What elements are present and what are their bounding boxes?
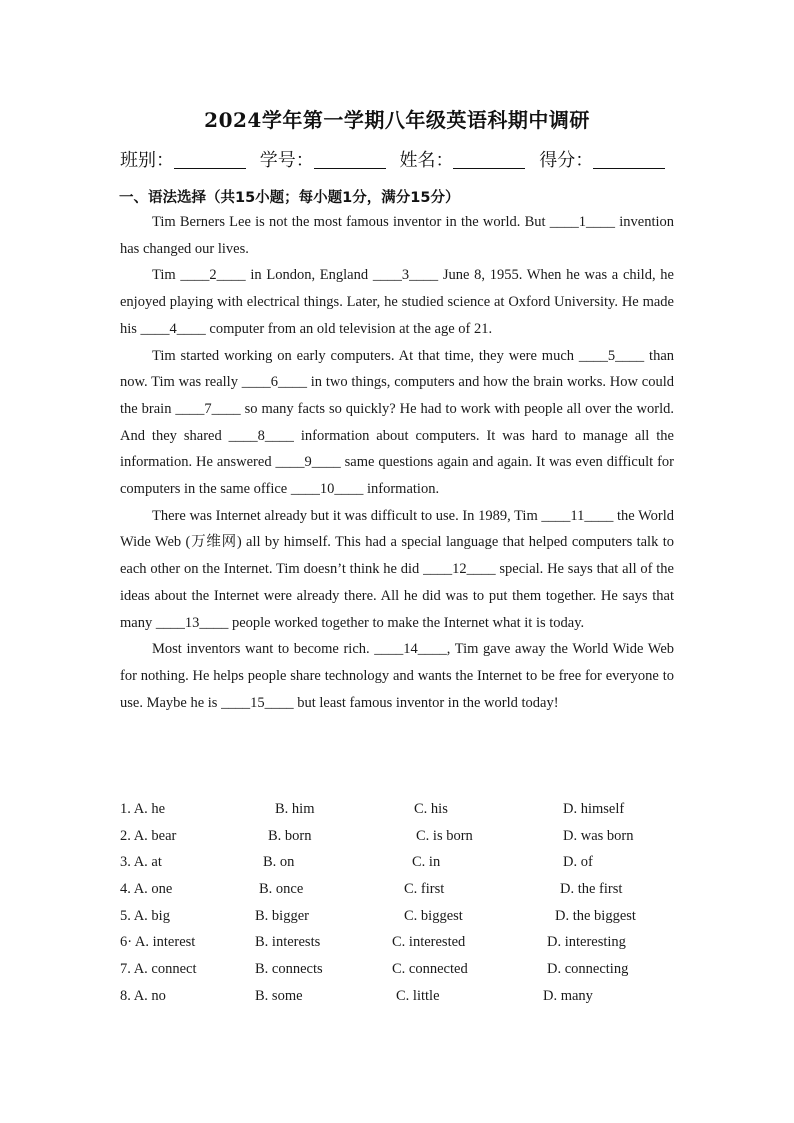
section-heading: 一、语法选择（共15小题；每小题1分，满分15分） [119,190,460,206]
blank-15: ____15____ [221,694,294,711]
answer-options [120,796,680,1010]
option-b[interactable]: B. on [263,854,295,871]
reading-passage [120,209,674,716]
option-b[interactable]: B. some [255,987,303,1004]
blank-14: ____14____ [374,641,447,658]
paragraph-3: Tim started working on early computers. At that time, they were much ____5____ than now. Tim was really ____6____ in two things, computers and how the brain works. How could the brain ____7____ so many facts so quickly? He had to work with people all over the world. And they shared ____8____ information about computers. It was hard to manage all the information. He answered ____9____ same questions again and again. It was even difficult for computers in the same office ____10____ information. [120,347,675,498]
blank-6: ____6____ [241,374,307,391]
class-blank[interactable] [174,150,246,169]
option-c[interactable]: C. interested [392,934,466,951]
option-c[interactable]: C. in [412,854,441,871]
blank-5: ____5____ [578,347,645,364]
blank-13: ____13____ [155,614,229,631]
option-b[interactable]: B. once [259,881,304,898]
paragraph-2: Tim ____2____ in London, England ____3____ June 8, 1955. When he was a child, he enjoyed playing with electrical things. Later, he studied science at Oxford University. He made his ____4____ computer from an old television at the age of 21. [120,267,674,337]
question-row-3 [120,849,680,876]
score-blank[interactable] [593,150,665,169]
paragraph-5: Most inventors want to become rich. ____14____, Tim gave away the World Wide Web for nothing. He helps people share technology and wants the Internet to be free for everyone to use. Maybe he is ____15____ but least famous inventor in the world today! [120,641,675,711]
blank-9: ____9____ [275,454,341,471]
option-d[interactable]: D. many [543,987,593,1004]
option-d[interactable]: D. was born [563,827,634,844]
option-c[interactable]: C. his [414,801,448,817]
question-row-5 [120,903,680,930]
option-c[interactable]: C. connected [392,961,468,978]
option-c[interactable]: C. biggest [404,907,463,924]
option-b[interactable]: B. born [268,827,312,844]
name-label: 姓名： [399,150,454,171]
option-c[interactable]: C. little [396,987,440,1004]
option-a[interactable]: 7. A. connect [120,961,197,978]
blank-3: ____3____ [372,267,439,284]
score-label: 得分： [539,150,594,171]
blank-10: ____10____ [290,481,364,498]
option-b[interactable]: B. interests [255,934,321,951]
student-number-label: 学号： [259,150,314,171]
paragraph-4: There was Internet already but it was difficult to use. In 1989, Tim ____11____ the World Wide Web (万维网) all by himself. This had a special language that helped computers talk to each other on the Internet. Tim doesn’t think he did ____12____ special. He says that all of the ideas about the Internet were already there. All he did was to put them together. He says that many ____13____ people worked together to make the Internet what it is today. [120,507,674,631]
option-a[interactable]: 4. A. one [120,881,173,898]
name-field [399,146,525,172]
option-c[interactable]: C. is born [416,827,473,844]
option-d[interactable]: D. interesting [547,934,626,951]
option-d[interactable]: D. himself [563,801,625,817]
score-field [539,146,665,172]
question-row-6 [120,929,680,956]
blank-8: ____8____ [228,427,294,444]
question-row-4 [120,876,680,903]
blank-2: ____2____ [180,267,246,284]
blank-7: ____7____ [175,400,241,417]
option-b[interactable]: B. bigger [255,907,309,924]
student-number-blank[interactable] [314,150,386,169]
option-d[interactable]: D. the biggest [555,907,636,924]
name-blank[interactable] [453,150,525,169]
option-b[interactable]: B. him [275,801,315,817]
option-d[interactable]: D. of [563,854,593,871]
question-row-8 [120,983,680,1010]
option-d[interactable]: D. the first [560,881,623,898]
option-a[interactable]: 8. A. no [120,987,166,1004]
option-a[interactable]: 1. A. he [120,801,166,817]
option-a[interactable]: 6· A. interest [120,934,196,951]
option-d[interactable]: D. connecting [547,961,629,978]
blank-11: ____11____ [541,507,614,524]
option-b[interactable]: B. connects [255,961,323,978]
option-c[interactable]: C. first [404,881,445,898]
question-row-1 [120,796,680,823]
blank-4: ____4____ [140,320,206,337]
class-field [120,146,246,172]
paragraph-1: Tim Berners Lee is not the most famous inventor in the world. But ____1____ invention has changed our lives. [120,214,674,257]
student-number-field [260,146,386,172]
option-a[interactable]: 2. A. bear [120,827,177,844]
student-info-line [120,146,680,172]
question-row-7 [120,956,680,983]
option-a[interactable]: 5. A. big [120,907,170,924]
class-label: 班别： [120,150,174,171]
blank-1: ____1____ [549,214,616,230]
exam-title: 2024学年第一学期八年级英语科期中调研 [204,108,590,132]
blank-12: ____12____ [423,561,496,578]
question-row-2 [120,823,680,850]
option-a[interactable]: 3. A. at [120,854,162,871]
